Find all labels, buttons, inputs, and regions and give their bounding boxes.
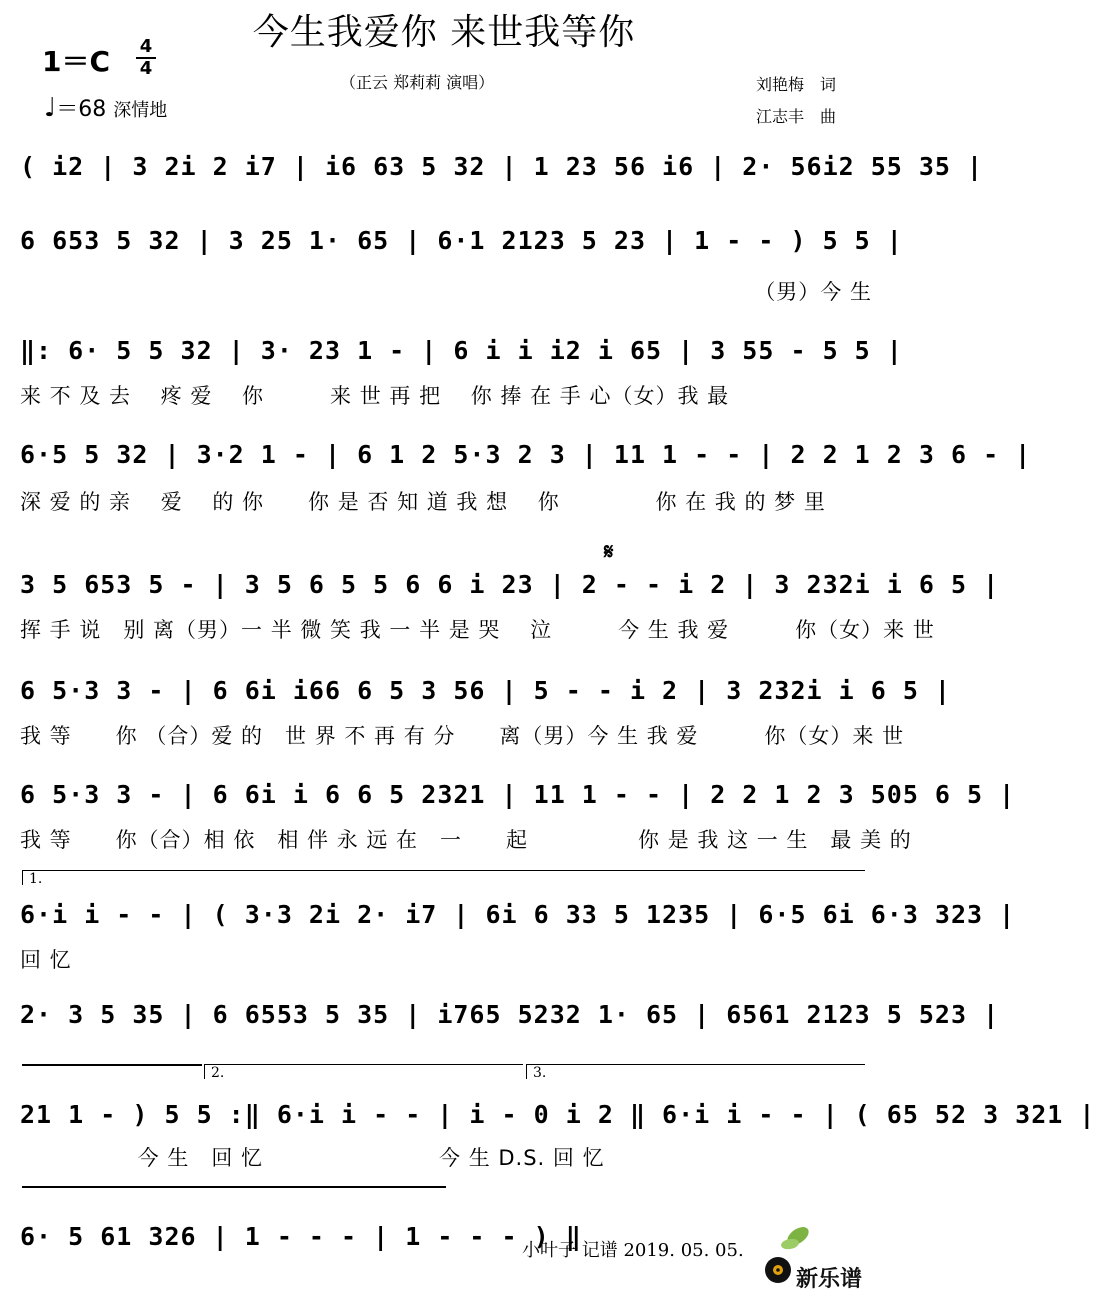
volta-line-continued-2 [22, 1186, 446, 1188]
record-disc-icon [764, 1256, 792, 1288]
key-signature: 1＝C [42, 45, 111, 78]
composer-credit: 江志丰 曲 [756, 107, 837, 126]
transcriber-credit: 小叶子 记谱 2019. 05. 05. [522, 1240, 744, 1261]
lyrics-row-5: 挥 手 说 别 离（男）一 半 微 笑 我 一 半 是 哭 泣 今 生 我 爱 你（女）来 世 [20, 618, 935, 642]
score-row-7: 6 5·3 3 - | 6 6i i 6 6 5 2321 | 11 1 - - | 2 2 1 2 3 505 6 5 | [20, 780, 1016, 809]
score-row-4: 6·5 5 32 | 3·2 1 - | 6 1 2 5·3 2 3 | 11 1 - - | 2 2 1 2 3 6 - | [20, 440, 1032, 469]
volta-line-continued [22, 1064, 202, 1066]
volta-label-1: 1. [29, 871, 43, 887]
volta-bracket-1 [22, 870, 865, 885]
score-row-8: 6·i i - - | ( 3·3 2i 2· i7 | 6i 6 33 5 1235 | 6·5 6i 6·3 323 | [20, 900, 1016, 929]
time-signature-top: 4 [139, 36, 153, 57]
lyrics-row-8: 回 忆 [20, 948, 72, 972]
time-signature-bottom: 4 [139, 58, 153, 79]
volta-bracket-3 [526, 1064, 865, 1079]
score-row-5: 3 5 653 5 - | 3 5 6 5 5 6 6 i 23 | 2 - - i 2 | 3 232i i 6 5 | [20, 570, 1000, 599]
score-row-11: 6· 5 61 326 | 1 - - - | 1 - - - ) ‖ [20, 1222, 582, 1251]
volta-label-2: 2. [211, 1065, 225, 1081]
volta-bracket-2 [204, 1064, 523, 1079]
time-signature [136, 38, 156, 78]
lyrics-row-4: 深 爱 的 亲 爱 的 你 你 是 否 知 道 我 想 你 你 在 我 的 梦 里 [20, 490, 826, 514]
tempo-marking [44, 92, 167, 123]
performers: （正云 郑莉莉 演唱） [340, 73, 495, 92]
song-title: 今生我爱你 来世我等你 [252, 12, 636, 53]
score-row-6: 6 5·3 3 - | 6 6i i66 6 5 3 56 | 5 - - i 2 | 3 232i i 6 5 | [20, 676, 951, 705]
lyrics-row-7: 我 等 你（合）相 依 相 伴 永 远 在 一 起 你 是 我 这 一 生 最 美 的 [20, 828, 912, 852]
lyrics-row-2: （男）今 生 [754, 280, 872, 304]
score-row-1: ( i2 | 3 2i 2 i7 | i6 63 5 32 | 1 23 56 i6 | 2· 56i2 55 35 | [20, 152, 984, 181]
score-row-9: 2· 3 5 35 | 6 6553 5 35 | i765 5232 1· 65 | 6561 2123 5 523 | [20, 1000, 1000, 1029]
lyrics-row-3: 来 不 及 去 疼 爱 你 来 世 再 把 你 捧 在 手 心（女）我 最 [20, 384, 730, 408]
brand-name: 新乐谱 [796, 1267, 863, 1292]
lyrics-row-6: 我 等 你 （合）爱 的 世 界 不 再 有 分 离（男）今 生 我 爱 你（女）来 世 [20, 724, 905, 748]
score-row-2: 6 653 5 32 | 3 25 1· 65 | 6·1 2123 5 23 | 1 - - ) 5 5 | [20, 226, 903, 255]
quarter-note-icon: ♩ [44, 93, 57, 123]
lyrics-row-10: 今 生 回 忆 今 生 D.S. 回 忆 [20, 1146, 605, 1170]
volta-label-3: 3. [533, 1065, 547, 1081]
score-row-3: ‖: 6· 5 5 32 | 3· 23 1 - | 6 i i i2 i 65 | 3 55 - 5 5 | [20, 336, 903, 365]
expression-marking: 深情地 [113, 100, 168, 121]
score-row-10: 21 1 - ) 5 5 :‖ 6·i i - - | i - 0 i 2 ‖ 6·i i - - | ( 65 52 3 321 | [20, 1100, 1095, 1129]
lyricist-credit: 刘艳梅 词 [756, 75, 837, 94]
segno-sign: 𝄋 [604, 540, 614, 565]
tempo-value: ＝68 [56, 97, 107, 122]
